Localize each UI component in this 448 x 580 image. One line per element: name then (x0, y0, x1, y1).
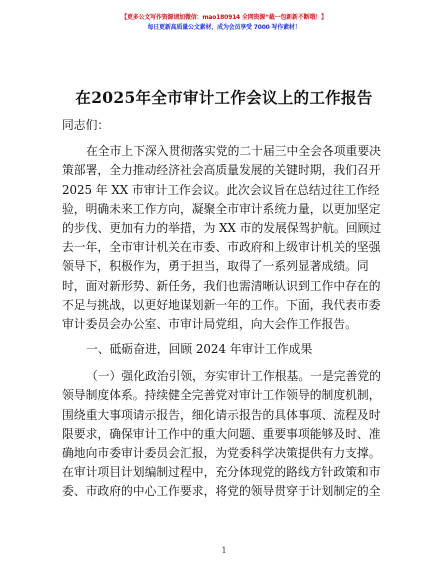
promo-banner-line-2: 每日更新高质量公文素材，成为会员享受 7000 写作素材！ (147, 24, 301, 31)
greeting: 同志们： (62, 118, 110, 132)
text-line: 验，明确未来工作方向，凝聚全市审计系统力量，以更加坚定 (62, 201, 381, 216)
text-line: 的步伐、更加有力的举措，为 XX 市的发展保驾护航。回顾过 (62, 220, 382, 235)
text-line: 2025 年 XX 市审计工作会议。此次会议旨在总结过往工作经 (62, 182, 380, 197)
text-line: 委、市政府的中心工作要求，将党的领导贯穿于计划制定的全 (62, 484, 381, 499)
text-line: （一）强化政治引领，夯实审计工作根基。一是完善党的 (86, 369, 381, 384)
page-number: 1 (221, 546, 227, 555)
text-line: 策部署，全力推动经济社会高质量发展的关键时期，我们召开 (62, 163, 381, 178)
paragraph-intro (62, 142, 388, 334)
text-line: 审计委员会办公室、市审计局党组，向大会作工作报告。 (62, 316, 357, 331)
document-title: 在2025年全市审计工作会议上的工作报告 (75, 88, 373, 107)
text-line: 在全市上下深入贯彻落实党的二十届三中全会各项重要决 (86, 144, 381, 159)
text-line: 领导下，积极作为，勇于担当，取得了一系列显著成绩。同 (62, 259, 369, 274)
text-line: 限要求，确保审计工作中的重大问题、重要事项能够及时、准 (62, 426, 381, 441)
section-heading: 一、砥砺奋进，回顾 2024 年审计工作成果 (86, 342, 313, 357)
text-line: 确地向市委审计委员会汇报，为党委科学决策提供有力支撑。 (62, 446, 381, 460)
text-line: 领导制度体系。持续健全完善党对审计工作领导的制度机制， (62, 388, 381, 403)
document-body (62, 116, 388, 502)
text-line: 去一年，全市审计机关在市委、市政府和上级审计机关的坚强 (62, 240, 381, 255)
text-line: 不足与挑战，以更好地谋划新一年的工作。下面，我代表市委 (62, 297, 381, 312)
promo-banner-line-1: 【更多公文写作资源请加微信：mao180914 全网资源“截一包新新不断哦！】 (121, 14, 327, 21)
text-line: 围绕重大事项请示报告，细化请示报告的具体事项、流程及时 (62, 407, 381, 422)
text-line: 时，面对新形势、新任务，我们也需清晰认识到工作中存在的 (62, 278, 381, 293)
text-line: 在审计项目计划编制过程中，充分体现党的路线方针政策和市 (62, 465, 381, 480)
paragraph-section-1 (62, 367, 388, 501)
